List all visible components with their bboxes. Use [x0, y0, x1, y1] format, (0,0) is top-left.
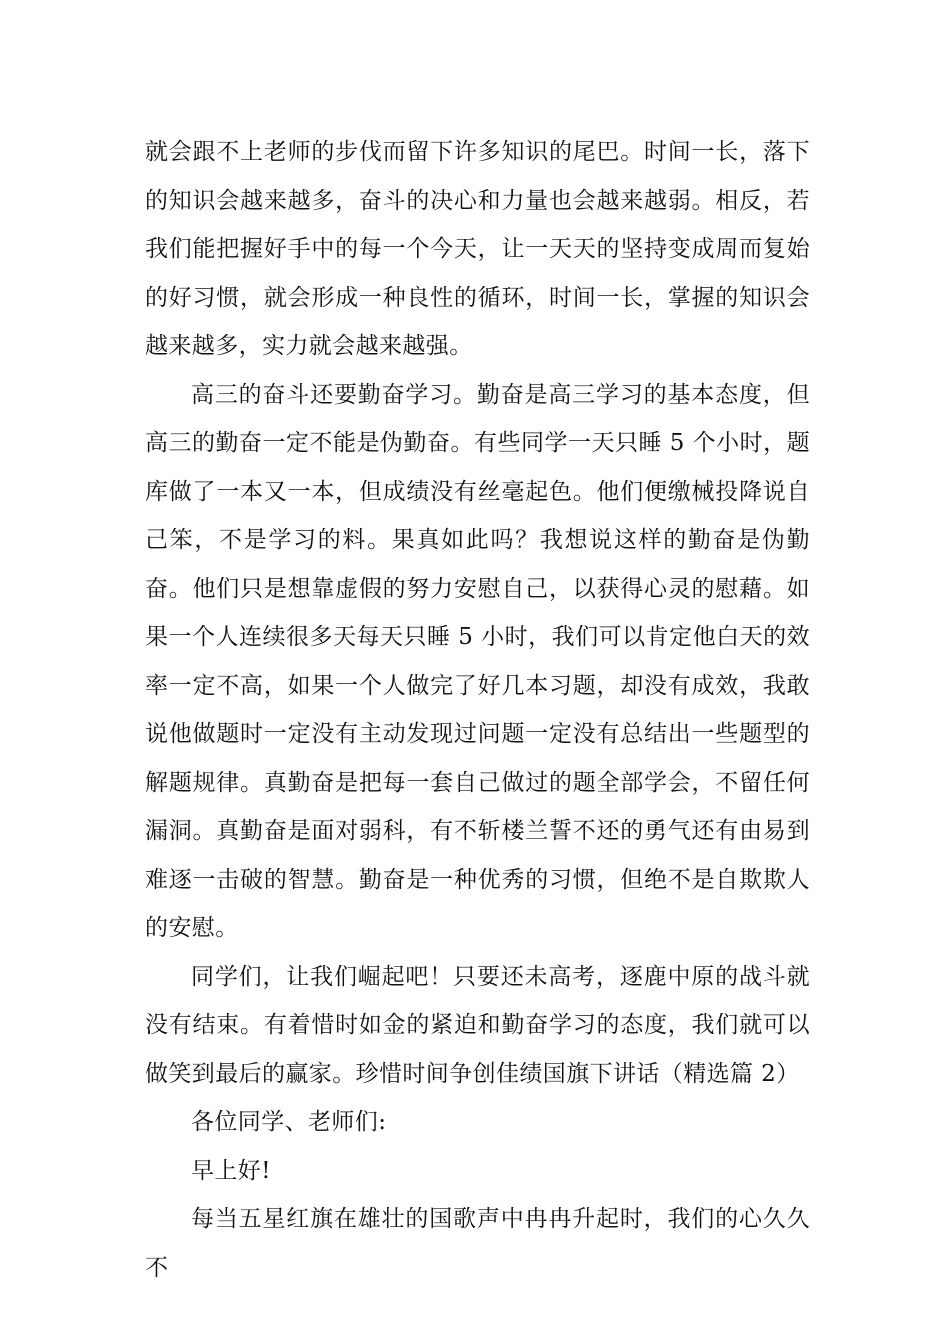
document-body [145, 128, 810, 1292]
paragraph-2: 高三的奋斗还要勤奋学习。勤奋是高三学习的基本态度，但高三的勤奋一定不能是伪勤奋。有些同学一天只睡 5 个小时，题库做了一本又一本，但成绩没有丝毫起色。他们便缴械投降说自己笨，不是学习的料。果真如此吗？我想说这样的勤奋是伪勤奋。他们只是想靠虚假的努力安慰自己，以获得心灵的慰藉。如果一个人连续很多天每天只睡 5 小时，我们可以肯定他白天的效率一定不高，如果一个人做完了好几本习题，却没有成效，我敢说他做题时一定没有主动发现过问题一定没有总结出一些题型的解题规律。真勤奋是把每一套自己做过的题全部学会，不留任何漏洞。真勤奋是面对弱科，有不斩楼兰誓不还的勇气还有由易到难逐一击破的智慧。勤奋是一种优秀的习惯，但绝不是自欺欺人的安慰。 [145, 381, 810, 941]
paragraph-4: 每当五星红旗在雄壮的国歌声中冉冉升起时，我们的心久久不 [145, 1206, 810, 1281]
paragraph-1: 就会跟不上老师的步伐而留下许多知识的尾巴。时间一长，落下的知识会越来越多，奋斗的决心和力量也会越来越弱。相反，若我们能把握好手中的每一个今天，让一天天的坚持变成周而复始的好习惯，就会形成一种良性的循环，时间一长，掌握的知识会越来越多，实力就会越来越强。 [145, 139, 810, 359]
salutation: 各位同学、老师们: [191, 1109, 387, 1135]
paragraph-3: 同学们，让我们崛起吧！只要还未高考，逐鹿中原的战斗就没有结束。有着惜时如金的紧迫和勤奋学习的态度，我们就可以做笑到最后的赢家。珍惜时间争创佳绩国旗下讲话（精选篇 2） [145, 963, 810, 1087]
greeting: 早上好! [191, 1157, 271, 1184]
